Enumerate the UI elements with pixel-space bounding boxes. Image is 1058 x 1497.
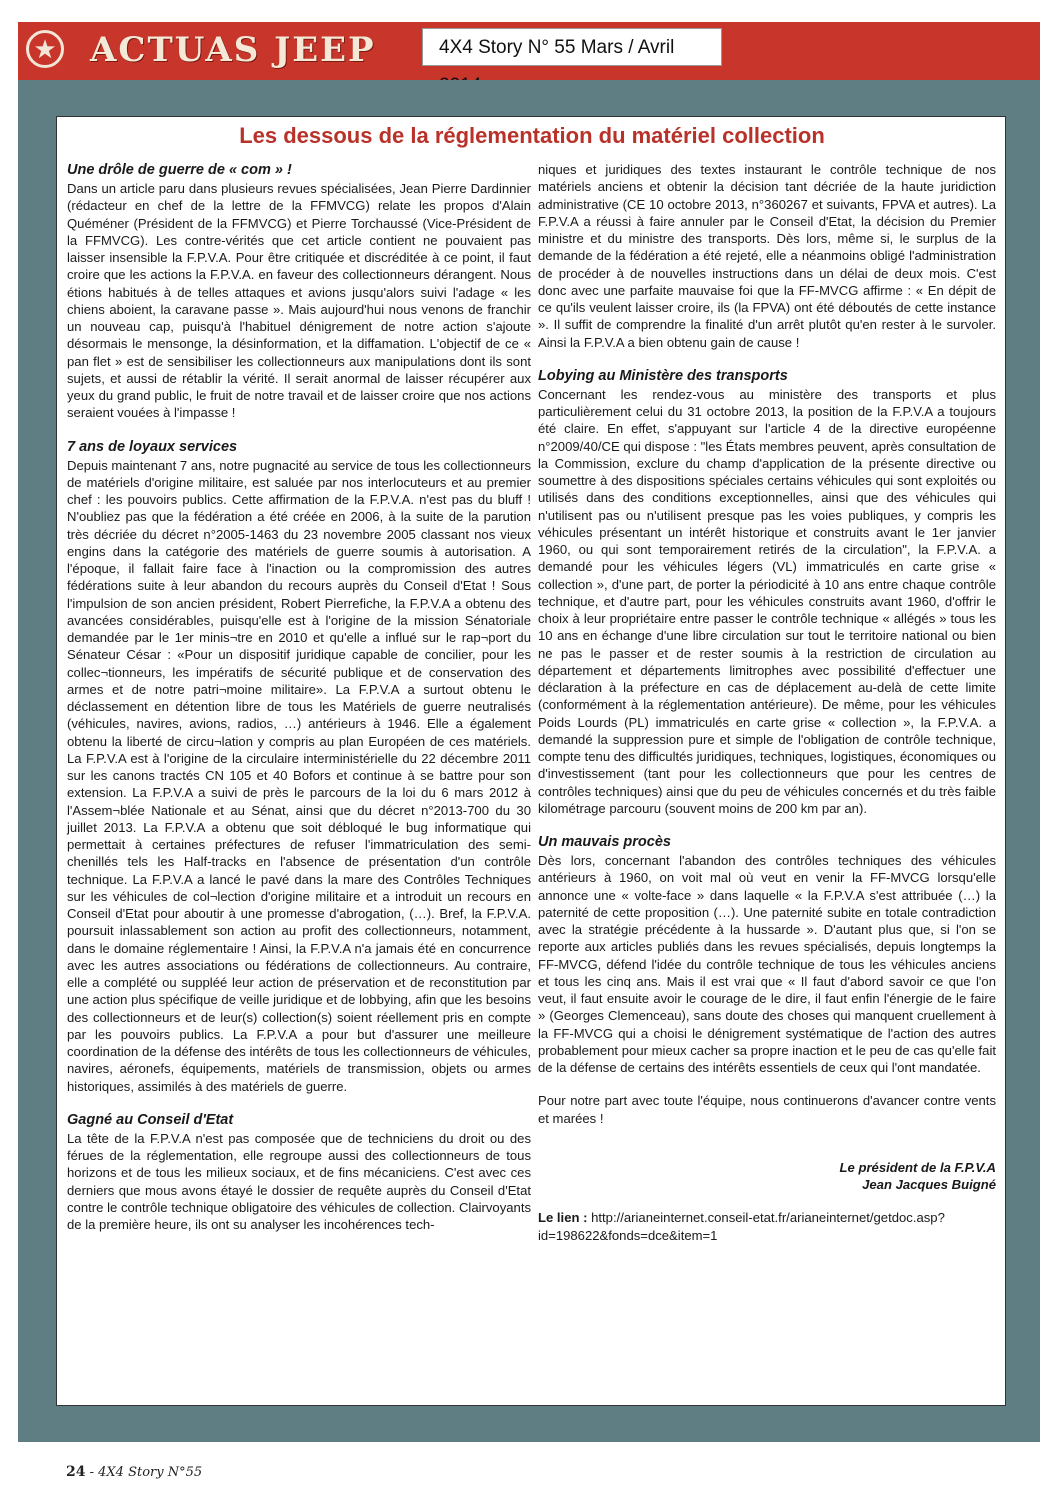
signature-line: Le président de la F.P.V.A bbox=[839, 1159, 996, 1175]
paragraph: Pour notre part avec toute l'équipe, nous continuerons d'avancer contre vents et marées ! bbox=[538, 1093, 996, 1126]
paragraph: La tête de la F.P.V.A n'est pas composée que de techniciens du droit ou des férues de la réglementation, elle regroupe aussi des collectionneurs de tous horizons et de tous les milieux sociaux, et de fins mécaniciens. C'est avec ces derniers que mous avons étayé le dossier de requête auprès du Conseil d'Etat contre le contrôle technique obligatoire des véhicules de collection. Clairvoyants de la première heure, ils ont su analyser les incohérences tech- bbox=[67, 1130, 531, 1232]
link-label: Le lien : bbox=[538, 1210, 588, 1226]
subheading: Une drôle de guerre de « com » ! bbox=[67, 162, 292, 178]
spacer bbox=[538, 1143, 996, 1159]
spacer bbox=[538, 351, 996, 367]
link-url[interactable]: http://arianeinternet.conseil-etat.fr/arianeinternet/getdoc.asp?id=198622&fonds=dce&item=1 bbox=[538, 1210, 945, 1243]
paragraph: Concernant les rendez-vous au ministère des transports et plus particulièrement celui du 31 octobre 2013, la position de la F.P.V.A a toujours été claire. En effet, s'appuyant sur l'article 4 de la directive européenne n°2009/40/CE qui dispose : "les États membres peuvent, après consultation de la Commission, exclure du champ d'application de la présente directive ou soumettre à des dispositions spéciales certains véhicules qui sont exploités ou utilisés dans des conditions exceptionnelles, ainsi que des véhicules qui n'utilisent pas ou n'utilisent presque pas les voies publiques, y compris les véhicules présentant un intérêt historique et construits avant le 1er janvier 1960, ou qui sont temporairement retirés de la circulation", la F.P.V.A. a demandé pour les véhicules légers (VL) immatriculés en carte grise « collection », d'une part, de porter la périodicité à 10 ans entre chaque contrôle technique, et d'autre part, pour les véhicules construits avant 1960, d'offrir le choix à leur propriétaire entre passer le contrôle technique « allégés » tous les 10 ans en échange d'une libre circulation sur tout le territoire national ou bien ne pas le passer et de rester soumis à la restriction de circulation au département et départements limitrophes avec possibilité d'effectuer une déclaration à la préfecture en cas de déplacement au-delà de cette limite (conformément à la réglementation antérieure). De même, pour les véhicules Poids Lourds (PL) immatriculés en carte grise « collection », la F.P.V.A. a demandé la suppression pure et simple de l'obligation de contrôle technique, compte tenu des difficultés juridiques, techniques, logistiques, économiques ou d'investissement (tant pour les collectionneurs que pour les centres de contrôles techniques) ainsi que du peu de véhicules concernés et du très faible kilométrage parcouru (souvent moins de 200 km par an). bbox=[538, 386, 996, 816]
article-box bbox=[56, 116, 1006, 1406]
article-title: Les dessous de la réglementation du matériel collection bbox=[239, 123, 825, 148]
section-header bbox=[18, 22, 1040, 80]
subheading: 7 ans de loyaux services bbox=[67, 438, 238, 455]
subheading: Gagné au Conseil d'Etat bbox=[67, 1111, 234, 1128]
subheading: Un mauvais procès bbox=[538, 834, 671, 850]
paragraph: Dès lors, concernant l'abandon des contrôles techniques des véhicules antérieurs à 1960, on voit mal où veut en venir la FF-MVCG lorsqu'elle annonce une « volte-face » dans laquelle « la F.P.V.A s'est attribuée (…) la paternité de cette proposition (…). Une paternité subite en totale contradiction avec la stratégie précédente à la hussarde ». D'autant plus que, si l'on se reporte aux articles publiés dans les revues spécialisés, depuis longtemps la FF-MVCG, défend l'idée du contrôle technique de tous les véhicules anciens et tous les cinq ans. Mais il est vrai que « Il faut d'abord savoir ce que l'on veut, il faut ensuite avoir le courage de le dire, il faut enfin l'énergie de le faire » (Georges Clemenceau), sans doute des choses qui manquent cruellement à la FF-MVCG qui a choisi le dénigrement systématique de l'action des autres probablement pour mieux cacher sa propre inaction et le peu de cas qu'elle fait de la défense de certains des intérêts essentiels de ceux qui l'ont mandatée. bbox=[538, 853, 996, 1075]
section-title: ACTUAS JEEP bbox=[90, 30, 376, 70]
paragraph: niques et juridiques des textes instaurant le contrôle technique de nos matériels anciens et obtenir la décision tant décriée de la haute juridiction administrative (CE 10 octobre 2013, n°360267 et suivants, FPVA et autres). La F.P.V.A a réussi à faire annuler par le Conseil d'Etat, la décision du Premier ministre et du ministre des transports. Dès lors, même si, le surplus de la demande de la fédération a été rejeté, elle a néanmoins obligé l'administration de procéder à de nouvelles instructions dans un délai de deux mois. C'est donc avec une parfaite mauvaise foi que la FF-MVCG affirme : « En dépit de ce qu'ils veulent laisser croire, ils (la FPVA) ont été déboutés de cette instance ». Il suffit de comprendre la finalité d'un arrêt plutôt qu'en rester à le survoler. Ainsi la F.P.V.A a bien obtenu gain de cause ! bbox=[538, 162, 996, 350]
spacer bbox=[67, 422, 531, 438]
spacer bbox=[538, 1193, 996, 1209]
star-icon: ★ bbox=[26, 30, 64, 68]
spacer bbox=[538, 1127, 996, 1143]
paragraph: Dans un article paru dans plusieurs revues spécialisées, Jean Pierre Dardinnier (rédacteur en chef de la lettre de la FFMVCG) relate les propos d'Alain Quéméner (Président de la FFMVCG) et Pierre Torchaussé (Vice-Président de la FFMVCG). Les contre-vérités que cet article contient ne pouvaient pas laisser insensible la F.P.V.A. Pour être critiquée et discréditée à ce point, il faut croire que les actions la F.P.V.A. en faveur des collectionneurs dérangent. Nous étions habitués à de telles attaques et avions jusqu'alors suivi l'adage « les chiens aboient, la caravane passe ». Mais aujourd'hui nous venons de franchir un nouveau cap, puisqu'à l'habituel dénigrement de notre action s'ajoute désormais le mensonge, la désinformation, et la diffamation. L'objectif de ce « pan flet » est de sensibiliser les collectionneurs aux manipulations dont ils sont sujets, et aussi de rétablir la vérité. Il serait anormal de laisser récupérer aux yeux du grand public, le fruit de notre travail et de laisser croire que nos actions seraient vouées à l'impasse ! bbox=[67, 181, 531, 421]
magazine-name: 4X4 Story N°55 bbox=[98, 1465, 203, 1480]
spacer bbox=[538, 1076, 996, 1092]
spacer bbox=[67, 1095, 531, 1111]
issue-label: 4X4 Story N° 55 Mars / Avril bbox=[422, 28, 722, 66]
paragraph: Depuis maintenant 7 ans, notre pugnacité au service de tous les collectionneurs de matériels d'origine militaire, est saluée par nos interlocuteurs et au premier chef : les pouvoirs publics. Cette affirmation de la F.P.V.A. n'est pas du bluff ! N'oubliez pas que la fédération a été créée en 2006, à la suite de la parution très décriée du décret n°2005-1463 du 23 novembre 2005 classant nos vieux engins dans la catégorie des matériels de guerre soumis à autorisation. A l'époque, il fallait faire face à l'inaction ou la compromission des autres fédérations suite à leur abandon du recours auprès du Conseil d'Etat ! Sous l'impulsion de son ancien président, Robert Pierrefiche, la F.P.V.A a obtenu des avancées considérables, puisqu'elle est à l'origine de la mission Sénatoriale demandée par le 1er minis¬tre en 2010 et qu'elle a influé sur le rap¬port du Sénateur César : «Pour un dispositif juridique capable de concilier, pour les collec¬tionneurs, les impératifs de sécurité publique et de conservation des armes et de notre patri¬moine militaire». La F.P.V.A a surtout obtenu le déclassement en détention libre de tous les Matériels de guerre neutralisés (véhicules, navires, avions, radios, …) antérieurs à 1946. Elle a également obtenu la liberté de circu¬lation y compris au plan Européen de ces matériels. La F.P.V.A est à l'origine de la circulaire interministérielle du 22 décembre 2011 sur les canons tractés CN 105 et 40 Bofors et continue à se battre pour son extension. La F.P.V.A a suivi de près le parcours de la loi du 6 mars 2012 à l'Assem¬blée Nationale et au Sénat, ainsi que du décret n°2013-700 du 30 juillet 2013. La F.P.V.A a obtenu que soit débloqué le bug informatique qui permettait à certaines préfectures de refuser l'immatriculation des semi-chenillés tels les Half-tracks en l'absence de présentation d'un contrôle technique. La F.P.V.A a lancé le pavé dans la mare des Contrôles Techniques sur les véhicules de col¬lection d'origine militaire et a introduit un recours en Conseil d'Etat pour aboutir à une promesse d'abrogation, (…). Bref, la F.P.V.A. poursuit inlassablement son action au profit des collectionneurs, notamment, dans le domaine réglementaire ! Ainsi, la F.P.V.A n'a jamais été en concurrence avec les autres associations ou fédérations de collectionneurs. Au contraire, elle a complété ou suppléé leur action de préservation et de reconstitution par une action plus spécifique de veille juridique et de lobbying, afin que les besoins des collectionneurs et de leur(s) collection(s) soient réellement pris en compte par les pouvoirs publics. La F.P.V.A a pour but d'assurer une meilleure coordination de la défense des intérêts de tous les collectionneurs de véhicules, navires, aéronefs, équipements, matériels de transmission, objets ou armes historiques, assimilés à des matériels de guerre. bbox=[67, 457, 531, 1094]
subheading: Lobying au Ministère des transports bbox=[538, 367, 788, 384]
signature-line: Jean Jacques Buigné bbox=[862, 1177, 996, 1192]
left-column bbox=[67, 161, 531, 1233]
article-panel bbox=[18, 80, 1040, 1442]
page-footer bbox=[66, 1464, 202, 1480]
page-number: 24 bbox=[66, 1464, 86, 1480]
spacer bbox=[538, 817, 996, 833]
link-paragraph bbox=[538, 1209, 996, 1244]
right-column bbox=[538, 161, 996, 1244]
footer-separator: - bbox=[85, 1465, 99, 1480]
